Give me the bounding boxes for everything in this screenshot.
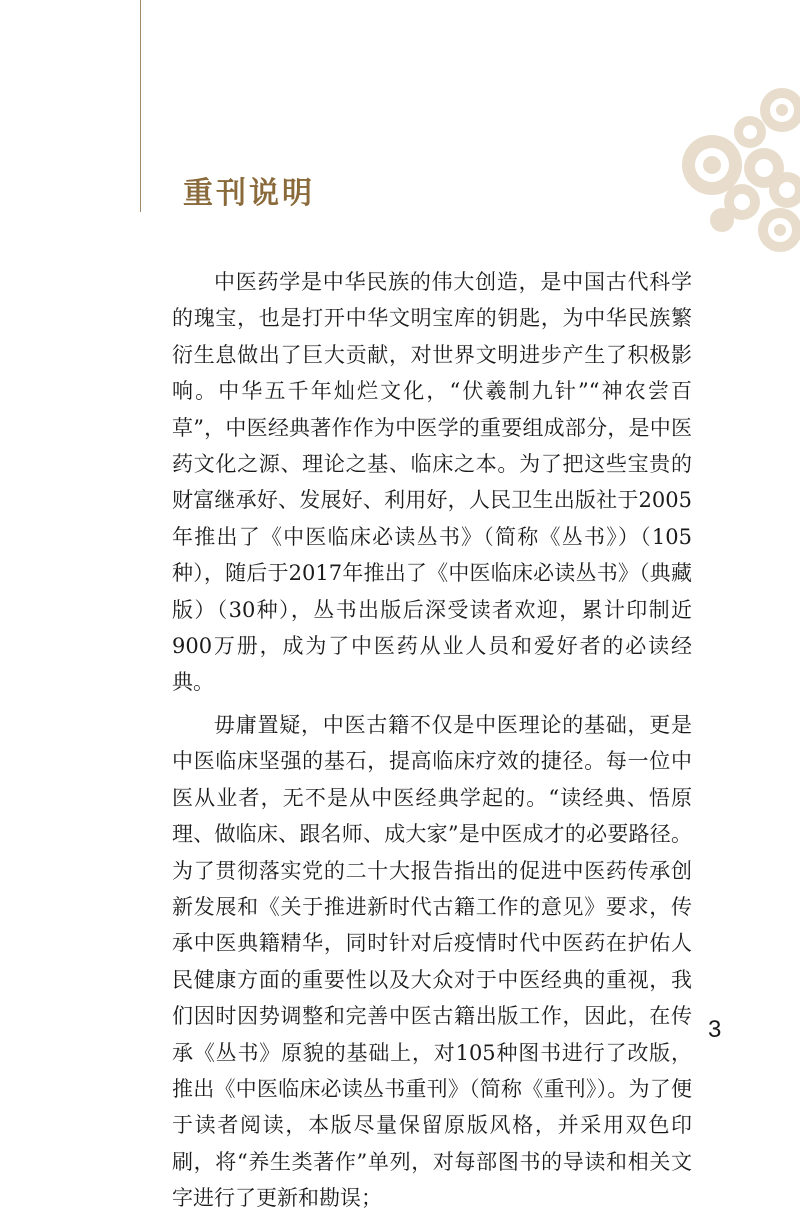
body-text: [172, 264, 692, 1217]
paragraph: 毋庸置疑，中医古籍不仅是中医理论的基础，更是中医临床坚强的基石，提高临床疗效的捷径。每一位中医从业者，无不是从中医经典学起的。“读经典、悟原理、做临床、跟名师、成大家”是中医成才的必要路径。为了贯彻落实党的二十大报告指出的促进中医药传承创新发展和《关于推进新时代古籍工作的意见》要求，传承中医典籍精华，同时针对后疫情时代中医药在护佑人民健康方面的重要性以及大众对于中医经典的重视，我们因时因势调整和完善中医古籍出版工作，因此，在传承《丛书》原貌的基础上，对105种图书进行了改版，推出《中医临床必读丛书重刊》（简称《重刊》）。为了便于读者阅读，本版尽量保留原版风格，并采用双色印刷，将“养生类著作”单列，对每部图书的导读和相关文字进行了更新和勘误；: [172, 712, 692, 1211]
page-title: 重刊说明: [183, 176, 315, 211]
page-number: 3: [708, 1016, 722, 1043]
cloud-scroll-ornament-icon: [672, 70, 800, 260]
header-divider-line: [140, 0, 141, 212]
paragraph: 中医药学是中华民族的伟大创造，是中国古代科学的瑰宝，也是打开中华文明宝库的钥匙，为中华民族繁衍生息做出了巨大贡献，对世界文明进步产生了积极影响。中华五千年灿烂文化，“伏羲制九针”“神农尝百草”，中医经典著作作为中医学的重要组成部分，是中医药文化之源、理论之基、临床之本。为了把这些宝贵的财富继承好、发展好、利用好，人民卫生出版社于2005年推出了《中医临床必读丛书》（简称《丛书》）（105种），随后于2017年推出了《中医临床必读丛书》（典藏版）（30种），丛书出版后深受读者欢迎，累计印制近900万册，成为了中医药从业人员和爱好者的必读经典。: [172, 270, 692, 695]
